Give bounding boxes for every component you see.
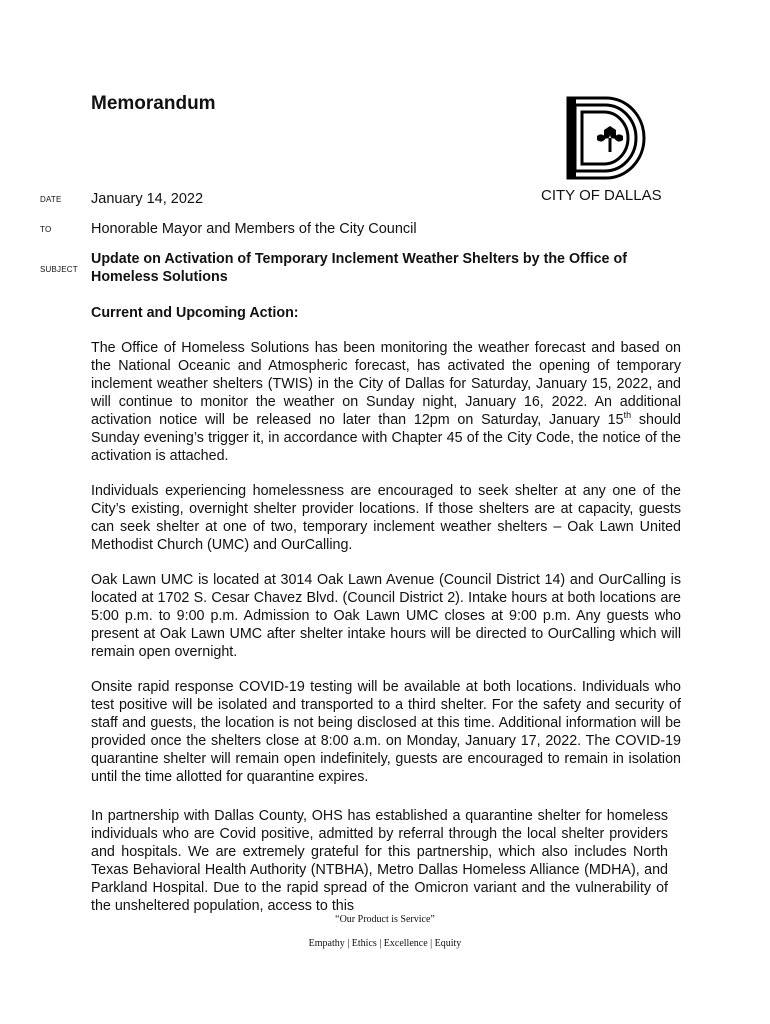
memo-body <box>91 304 681 932</box>
paragraph-2: Individuals experiencing homelessness are encouraged to seek shelter at any one of the City’s existing, overnight shelter provider locations. If those shelters are at capacity, guests can seek shelter at one of two, temporary inclement weather shelters – Oak Lawn United Methodist Church (UMC) and OurCalling. <box>91 483 681 553</box>
footer-values: Empathy | Ethics | Excellence | Equity <box>308 938 462 949</box>
subject-value: Update on Activation of Temporary Inclement Weather Shelters by the Office of Homeless Solutions <box>91 251 627 285</box>
section-heading: Current and Upcoming Action: <box>91 305 299 321</box>
city-name: CITY OF DALLAS <box>541 187 662 204</box>
paragraph-1 <box>91 339 681 465</box>
to-value: Honorable Mayor and Members of the City Council <box>91 221 417 237</box>
paragraph-1-text-b: should Sunday evening’s trigger it, in accordance with Chapter 45 of the City Code, the notice of the activation is attached. <box>91 412 681 464</box>
to-label: TO <box>40 225 52 234</box>
date-label: DATE <box>40 195 62 204</box>
footer-motto: “Our Product is Service” <box>335 914 435 925</box>
paragraph-5: In partnership with Dallas County, OHS has established a quarantine shelter for homeless individuals who are Covid positive, admitted by referral through the local shelter providers and hospitals. We are extremely grateful for this partnership, which also includes North Texas Behavioral Health Authority (NTBHA), Metro Dallas Homeless Alliance (MDHA), and Parkland Hospital. Due to the rapid spread of the Omicron variant and the vulnerability of the unsheltered population, access to this <box>91 808 668 914</box>
ordinal-suffix: th <box>623 410 632 421</box>
city-of-dallas-logo-icon <box>566 96 646 180</box>
subject-label: SUBJECT <box>40 265 78 274</box>
paragraph-3: Oak Lawn UMC is located at 3014 Oak Lawn Avenue (Council District 14) and OurCalling is located at 1702 S. Cesar Chavez Blvd. (Council District 2). Intake hours at both locations are 5:00 p.m. to 9:00 p.m. Admission to Oak Lawn UMC closes at 9:00 p.m. Any guests who present at Oak Lawn UMC after shelter intake hours will be directed to OurCalling which will remain open overnight. <box>91 572 681 660</box>
memo-title: Memorandum <box>91 93 216 114</box>
paragraph-4: Onsite rapid response COVID-19 testing will be available at both locations. Individuals who test positive will be isolated and transported to a third shelter. For the safety and security of staff and guests, the location is not being disclosed at this time. Additional information will be provided once the shelters close at 8:00 a.m. on Monday, January 17, 2022. The COVID-19 quarantine shelter will remain open indefinitely, guests are encouraged to remain in isolation until the time allotted for quarantine expires. <box>91 679 681 785</box>
paragraph-1-text-a: The Office of Homeless Solutions has been monitoring the weather forecast and based on the National Oceanic and Atmospheric forecast, has activated the opening of temporary inclement weather shelters (TWIS) in the City of Dallas for Saturday, January 15, 2022, and will continue to monitor the weather on Sunday night, January 16, 2022. An additional activation notice will be released no later than 12pm on Saturday, January 15 <box>91 340 681 428</box>
date-value: January 14, 2022 <box>91 191 204 207</box>
